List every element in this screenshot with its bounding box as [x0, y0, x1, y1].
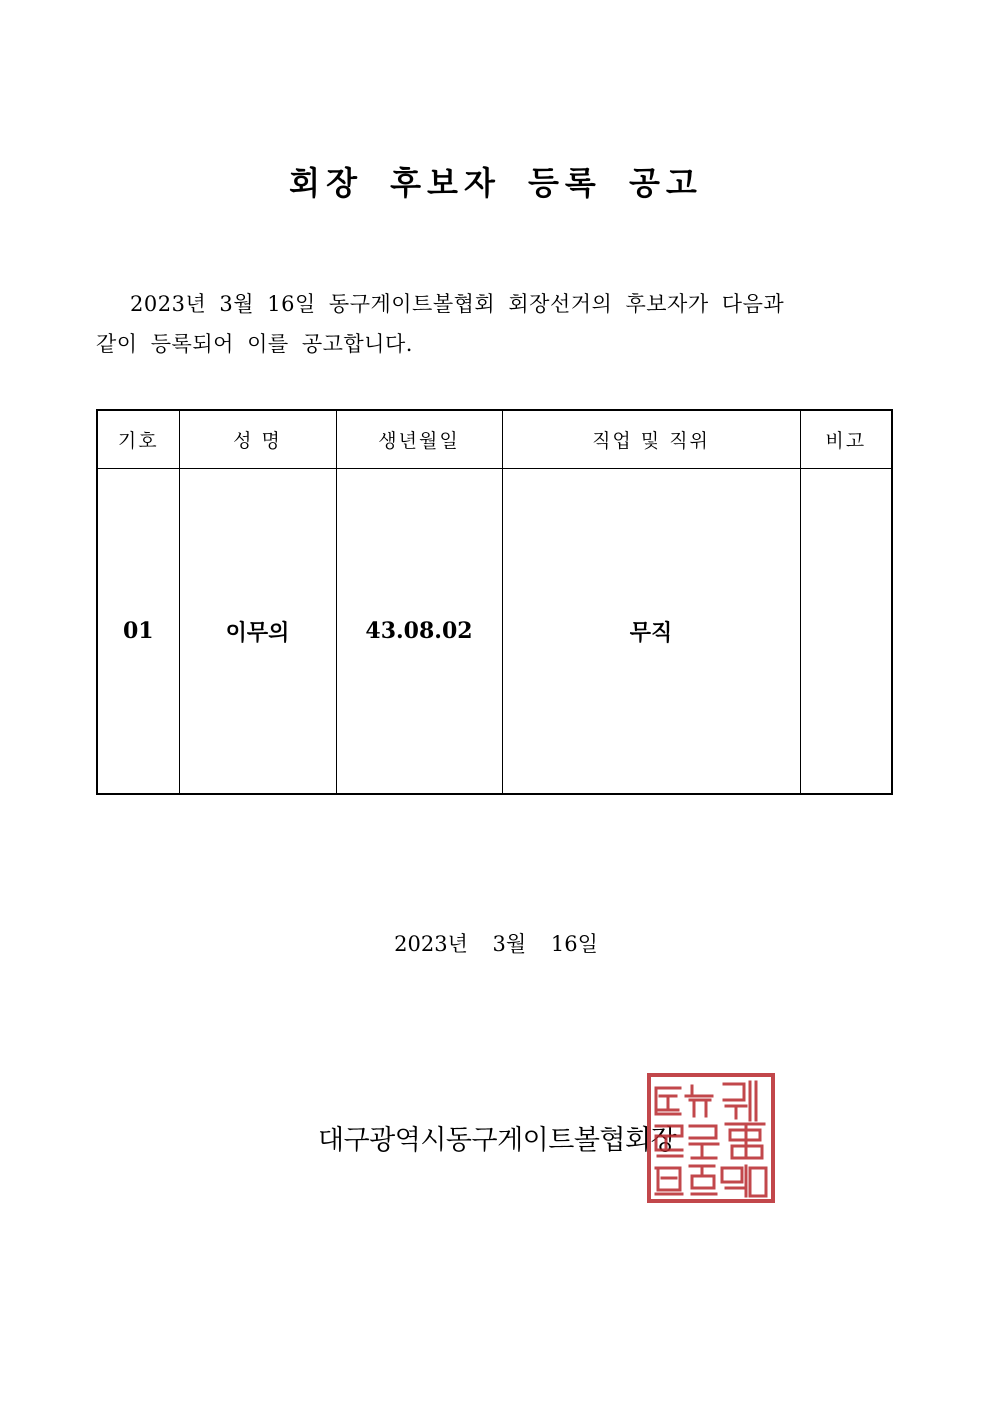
cell-remarks: [800, 469, 892, 795]
header-number: 기호: [97, 410, 179, 469]
cell-name: 이무의: [179, 469, 336, 795]
header-name: 성 명: [179, 410, 336, 469]
intro-paragraph: [96, 284, 856, 364]
candidate-table: [96, 409, 893, 795]
table-header-row: [97, 410, 892, 469]
signer-name: 대구광역시동구게이트볼협회장: [318, 1125, 677, 1156]
cell-number: 01: [97, 469, 179, 795]
header-remarks: 비고: [800, 410, 892, 469]
header-birthdate: 생년월일: [336, 410, 502, 469]
document-title: 회장 후보자 등록 공고: [289, 164, 703, 202]
cell-occupation: 무직: [502, 469, 800, 795]
header-occupation: 직업 및 직위: [502, 410, 800, 469]
announcement-date: 2023년 3월 16일: [394, 932, 598, 956]
intro-line-2: 같이 등록되어 이를 공고합니다.: [96, 332, 413, 356]
cell-birthdate: 43.08.02: [336, 469, 502, 795]
official-seal-stamp: [646, 1072, 776, 1204]
table-row: [97, 469, 892, 795]
intro-line-1: 2023년 3월 16일 동구게이트볼협회 회장선거의 후보자가 다음과: [130, 292, 785, 316]
